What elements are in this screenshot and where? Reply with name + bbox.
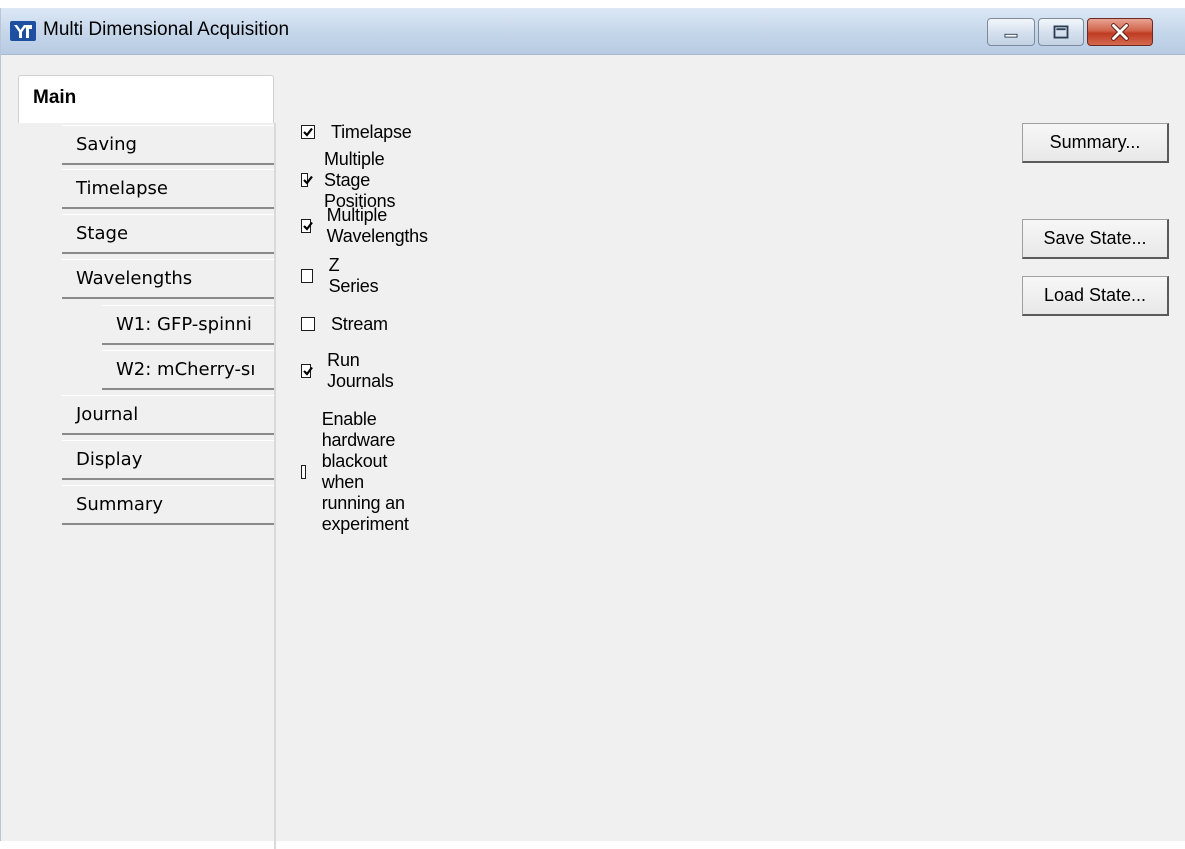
summary-button[interactable]: Summary... [1022, 123, 1169, 163]
checkbox-checked[interactable] [301, 125, 315, 139]
minimize-button[interactable] [987, 18, 1035, 46]
tab-wavelengths[interactable]: Wavelengths [62, 259, 274, 299]
option-label: Run Journals [327, 350, 394, 391]
option-multiple-wavelengths[interactable] [301, 205, 432, 246]
option-multiple-stage-positions[interactable] [301, 148, 402, 211]
option-z-series[interactable] [301, 255, 381, 296]
option-label: Multiple Stage Positions [324, 148, 396, 211]
close-icon [1088, 19, 1152, 45]
option-timelapse[interactable] [301, 120, 412, 144]
load-state-button[interactable]: Load State... [1022, 276, 1169, 316]
multi-dimensional-acquisition-window [0, 8, 1185, 841]
option-run-journals[interactable] [301, 350, 397, 391]
tab-journal[interactable]: Journal [62, 395, 274, 435]
tab-main[interactable]: Main [18, 75, 274, 123]
checkbox-unchecked[interactable] [301, 465, 306, 479]
option-stream[interactable] [301, 312, 388, 336]
checkmark-icon [301, 364, 315, 378]
checkbox-checked[interactable] [301, 219, 311, 233]
app-logo-icon [10, 21, 36, 41]
tab-wavelength-w1[interactable]: W1: GFP-spinni [102, 305, 274, 345]
checkbox-unchecked[interactable] [301, 269, 313, 283]
tab-summary[interactable]: Summary [62, 485, 274, 525]
panel-divider [274, 123, 276, 849]
title-bar[interactable] [1, 8, 1185, 55]
tab-display[interactable]: Display [62, 440, 274, 480]
option-label: Enable hardware blackout when running an experiment [321, 409, 409, 534]
option-label: Multiple Wavelengths [326, 205, 428, 246]
maximize-icon [1039, 19, 1083, 45]
window-title: Multi Dimensional Acquisition [43, 19, 290, 40]
option-hardware-blackout[interactable] [301, 409, 418, 534]
checkbox-checked[interactable] [301, 364, 311, 378]
minimize-icon [988, 19, 1034, 45]
tab-timelapse[interactable]: Timelapse [62, 169, 274, 209]
checkmark-icon [301, 125, 315, 139]
tab-wavelength-w2[interactable]: W2: mCherry-sı [102, 350, 274, 390]
option-label: Timelapse [331, 121, 412, 142]
option-label: Z Series [328, 255, 379, 296]
tab-saving[interactable]: Saving [62, 125, 274, 165]
close-button[interactable] [1087, 18, 1153, 46]
checkbox-checked[interactable] [301, 173, 308, 187]
save-state-button[interactable]: Save State... [1022, 219, 1169, 259]
option-label: Stream [331, 313, 388, 334]
checkbox-unchecked[interactable] [301, 317, 315, 331]
checkmark-icon [301, 219, 315, 233]
tab-stage[interactable]: Stage [62, 214, 274, 254]
checkmark-icon [301, 173, 315, 187]
maximize-button[interactable] [1038, 18, 1084, 46]
